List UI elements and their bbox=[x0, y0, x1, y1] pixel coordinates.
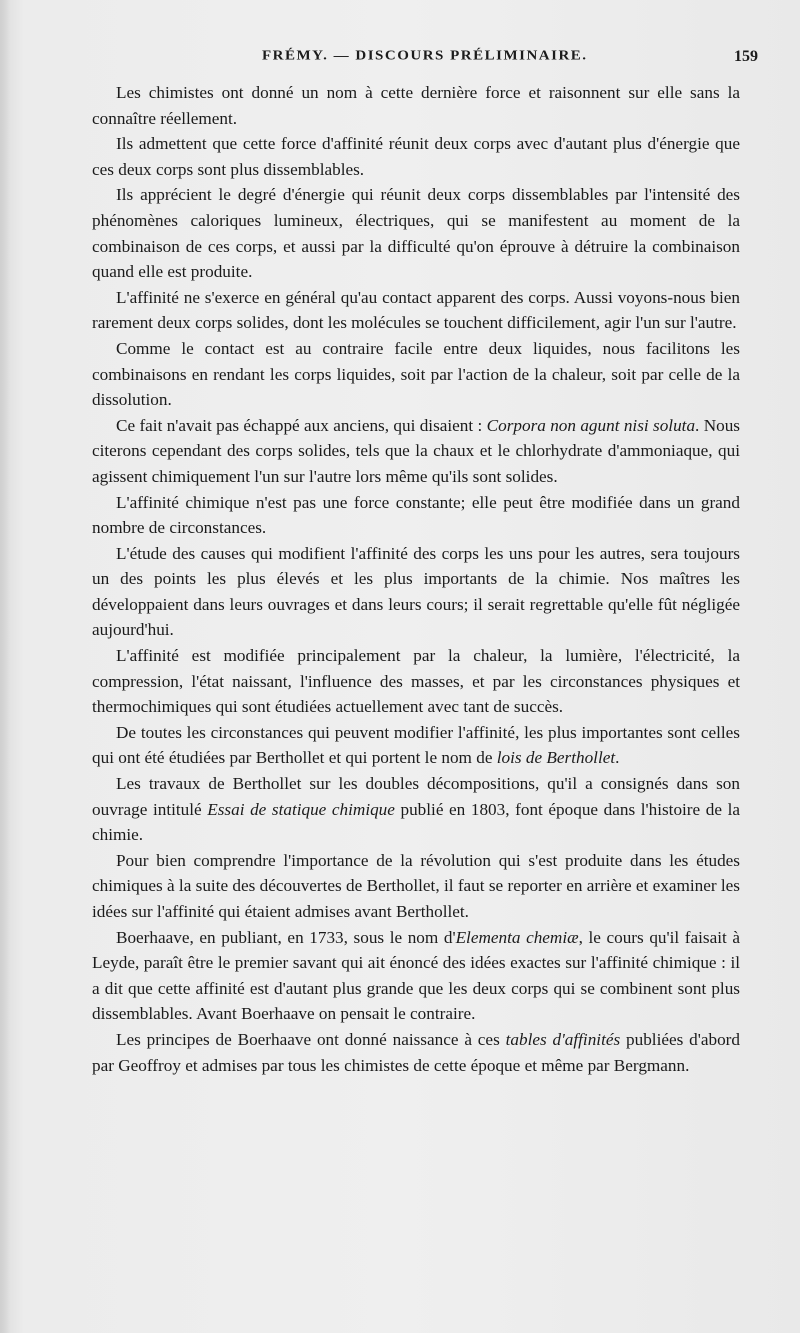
paragraph bbox=[92, 285, 740, 336]
text-run: Les travaux de Berthollet sur les doubles décompositions, qu'il a consignés dans son ouvrage intitulé bbox=[92, 774, 740, 819]
text-run: . Nous citerons cependant des corps solides, tels que la chaux et le chlorhydrate d'ammoniaque, qui agissent chimiquement l'un sur l'autre lors même qu'ils sont solides. bbox=[92, 415, 740, 486]
text-run: Pour bien comprendre l'importance de la révolution qui s'est produite dans les études chimiques à la suite des découvertes de Berthollet, il faut se reporter en arrière et examiner les idées sur l'affinité qui étaient admises avant Berthollet. bbox=[92, 850, 740, 921]
text-run: Les principes de Boerhaave ont donné naissance à ces bbox=[116, 1029, 506, 1049]
paragraph bbox=[92, 771, 740, 848]
text-run: De toutes les circonstances qui peuvent modifier l'affinité, les plus importantes sont celles qui ont été étudiées par Berthollet et qui portent le nom de bbox=[92, 722, 740, 768]
text-run: Comme le contact est au contraire facile entre deux liquides, nous facilitons les combinaisons en rendant les corps liquides, soit par l'action de la chaleur, soit par celle de la dissolution. bbox=[92, 338, 740, 410]
text-run: L'affinité ne s'exerce en général qu'au contact apparent des corps. Aussi voyons-nous bien rarement deux corps solides, dont les molécules se touchent difficilement, agir l'un sur l'autre. bbox=[92, 287, 740, 333]
text-run: publié en 1803, font époque dans l'histoire de la chimie. bbox=[92, 799, 740, 845]
text-run: Les chimistes ont donné un nom à cette dernière force et raisonnent sur elle sans la connaître réellement. bbox=[92, 83, 740, 128]
body-text bbox=[92, 80, 740, 1078]
paragraph bbox=[92, 131, 740, 182]
running-head: FRÉMY. — DISCOURS PRÉLIMINAIRE. bbox=[262, 48, 588, 64]
text-run: . bbox=[615, 748, 620, 768]
text-run: L'affinité est modifiée principalement par la chaleur, la lumière, l'électricité, la compression, l'état naissant, l'influence des masses, et par les circonstances physiques et thermochimiques qui sont étudiées actuellement avec tant de succès. bbox=[92, 646, 740, 717]
paragraph bbox=[92, 720, 740, 771]
paragraph bbox=[92, 848, 740, 925]
text-run: Boerhaave, en publiant, en 1733, sous le nom d' bbox=[116, 927, 456, 947]
paragraph bbox=[92, 643, 740, 720]
page-number: 159 bbox=[734, 48, 758, 65]
text-run: Ce fait n'avait pas échappé aux anciens, qui disaient : bbox=[116, 415, 487, 435]
text-run: L'affinité chimique n'est pas une force constante; elle peut être modifiée dans un grand nombre de circonstances. bbox=[92, 492, 740, 538]
italic-text: Corpora non agunt nisi soluta bbox=[486, 415, 696, 435]
paragraph bbox=[92, 80, 740, 131]
page-header bbox=[92, 48, 768, 72]
paragraph bbox=[92, 182, 740, 284]
italic-text: tables d'affinités bbox=[505, 1029, 621, 1049]
italic-text: Essai de statique chimique bbox=[207, 799, 395, 819]
page-gutter-shadow bbox=[0, 0, 10, 1333]
paragraph bbox=[92, 1027, 740, 1078]
paragraph bbox=[92, 490, 740, 541]
text-run: L'étude des causes qui modifient l'affinité des corps les uns pour les autres, sera toujours un des points les plus élevés et les plus importants de la chimie. Nos maîtres les développaient dans leurs ouvrages et dans leurs cours; il serait regrettable qu'elle fût négligée aujourd'hui. bbox=[92, 543, 740, 640]
text-run: , le cours qu'il faisait à Leyde, paraît être le premier savant qui ait énoncé des idées exactes sur l'affinité chimique : il a dit que cette affinité est d'autant plus grande que les deux corps qui se combinent sont plus dissemblables. Avant Boerhaave on pensait le contraire. bbox=[92, 927, 740, 1024]
italic-text: lois de Berthollet bbox=[496, 748, 616, 768]
text-run: Ils admettent que cette force d'affinité réunit deux corps avec d'autant plus d'énergie que ces deux corps sont plus dissemblables. bbox=[92, 134, 740, 179]
paragraph bbox=[92, 413, 740, 490]
paragraph bbox=[92, 541, 740, 643]
italic-text: Elementa chemiæ bbox=[455, 927, 579, 947]
paragraph bbox=[92, 336, 740, 413]
text-run: publiées d'abord par Geoffroy et admises par tous les chimistes de cette époque et même par Bergmann. bbox=[92, 1029, 740, 1075]
paragraph bbox=[92, 925, 740, 1027]
text-run: Ils apprécient le degré d'énergie qui réunit deux corps dissemblables par l'intensité des phénomènes caloriques lumineux, électriques, qui se manifestent au moment de la combinaison de ces corps, et aussi par la difficulté qu'on éprouve à détruire la combinaison quand elle est produite. bbox=[92, 185, 740, 282]
